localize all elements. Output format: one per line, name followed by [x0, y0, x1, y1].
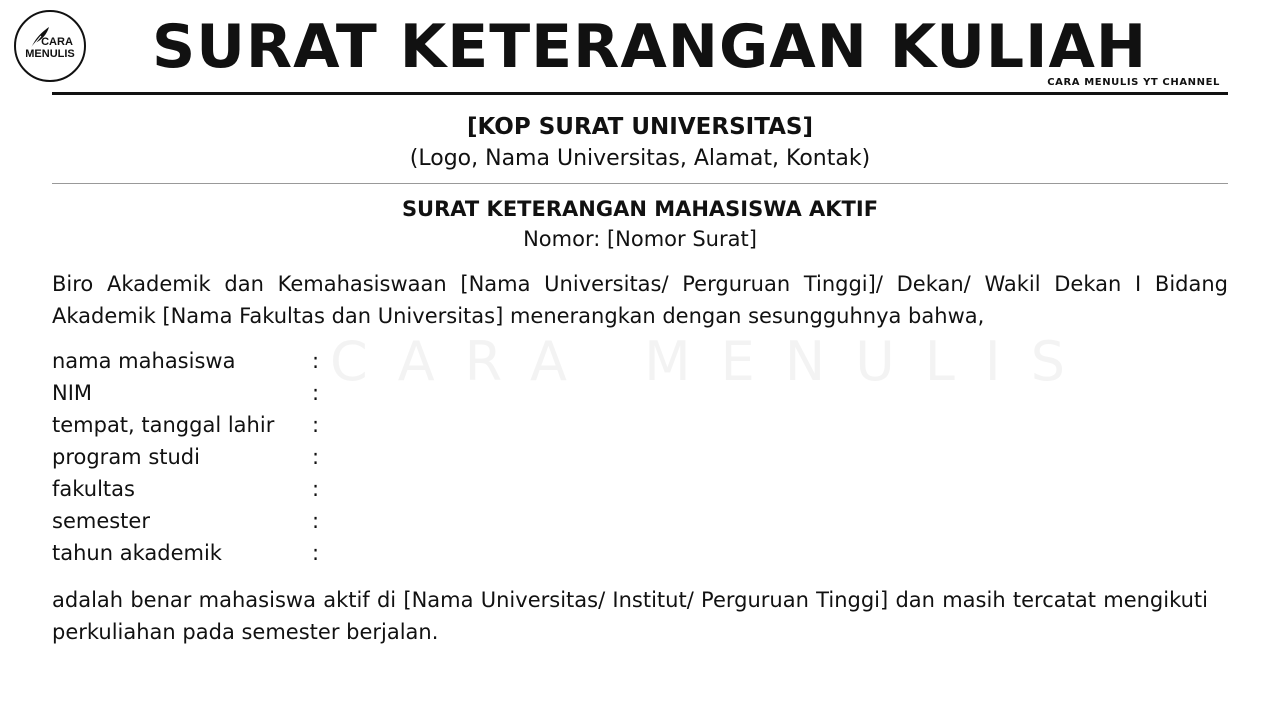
logo-text-cara: CARA — [41, 36, 73, 48]
field-colon: : — [312, 381, 320, 405]
document-number: Nomor: [Nomor Surat] — [523, 227, 757, 251]
field-label: tempat, tanggal lahir — [52, 413, 275, 437]
closing-paragraph: adalah benar mahasiswa aktif di [Nama Universitas/ Institut/ Perguruan Tinggi] dan masih tercatat mengikuti perkuliahan pada semester berjalan. — [52, 588, 1208, 644]
logo-text-menulis: MENULIS — [25, 48, 75, 60]
field-colon: : — [312, 477, 320, 501]
field-label: program studi — [52, 445, 200, 469]
field-label: NIM — [52, 381, 93, 405]
letterhead-divider — [52, 183, 1228, 184]
field-colon: : — [312, 413, 320, 437]
field-row-semester — [52, 505, 652, 537]
field-row-program — [52, 441, 652, 473]
header-divider — [52, 92, 1228, 95]
letterhead-subtitle: (Logo, Nama Universitas, Alamat, Kontak) — [409, 146, 871, 171]
watermark: CARA MENULIS — [330, 330, 1095, 393]
field-colon: : — [312, 541, 320, 565]
field-row-birth — [52, 409, 652, 441]
channel-logo — [14, 10, 86, 82]
field-row-name — [52, 345, 652, 377]
field-row-faculty — [52, 473, 652, 505]
field-colon: : — [312, 445, 320, 469]
field-label: tahun akademik — [52, 541, 222, 565]
document-title: SURAT KETERANGAN MAHASISWA AKTIF — [401, 197, 879, 221]
field-row-nim — [52, 377, 652, 409]
letterhead-title: [KOP SURAT UNIVERSITAS] — [467, 114, 813, 140]
field-label: nama mahasiswa — [52, 349, 236, 373]
field-label: fakultas — [52, 477, 135, 501]
page-title: SURAT KETERANGAN KULIAH — [152, 12, 1148, 82]
field-colon: : — [312, 349, 320, 373]
channel-caption: CARA MENULIS YT CHANNEL — [1047, 77, 1220, 88]
intro-paragraph: Biro Akademik dan Kemahasiswaan [Nama Universitas/ Perguruan Tinggi]/ Dekan/ Wakil Dekan I Bidang Akademik [Nama Fakultas dan Universitas] menerangkan dengan sesungguhnya bahwa, — [52, 272, 1228, 328]
field-row-academic-year — [52, 537, 652, 569]
student-fields — [52, 345, 652, 569]
field-colon: : — [312, 509, 320, 533]
field-label: semester — [52, 509, 150, 533]
